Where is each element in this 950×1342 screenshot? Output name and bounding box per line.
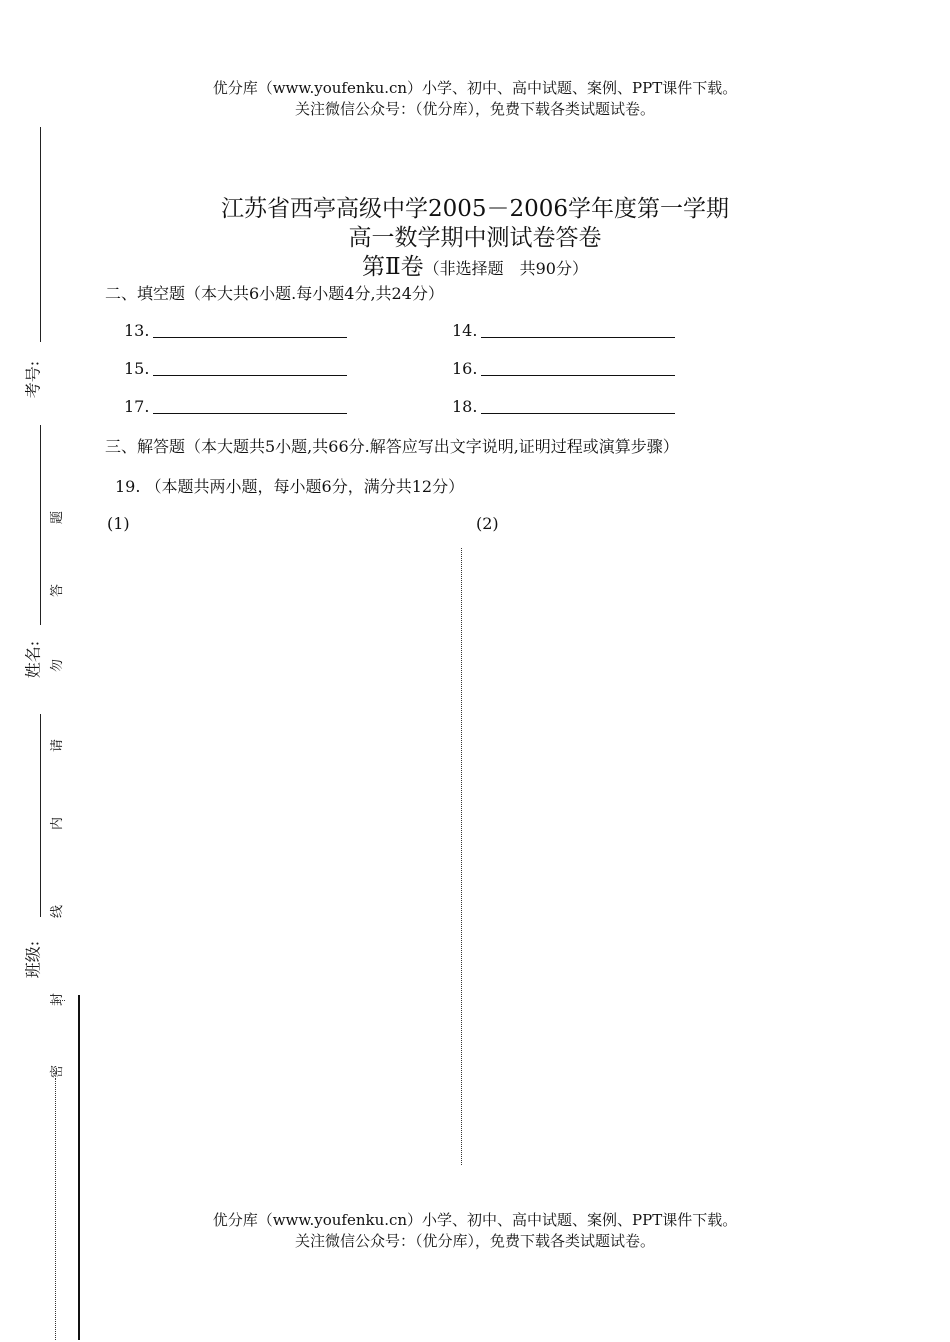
blank-label-15: 15. bbox=[124, 359, 150, 378]
class-line bbox=[40, 714, 41, 917]
seal-char-nei: 内 bbox=[50, 816, 66, 831]
volume-note: （非选择题 共90分） bbox=[423, 259, 588, 278]
header-banner-line1: 优分库（www.youfenku.cn）小学、初中、高中试题、案例、PPT课件下载。 bbox=[212, 79, 738, 97]
volume-title bbox=[0, 248, 950, 281]
seal-char-ti: 题 bbox=[50, 510, 66, 525]
seal-char-qing: 请 bbox=[50, 738, 66, 753]
answer-blank-18[interactable] bbox=[481, 413, 675, 414]
answer-section-heading: 三、解答题（本大题共5小题,共66分.解答应写出文字说明,证明过程或演算步骤） bbox=[105, 437, 679, 456]
volume-label: 第Ⅱ卷 bbox=[361, 254, 424, 280]
blank-label-16: 16. bbox=[452, 359, 478, 378]
part-1-label: (1) bbox=[107, 514, 130, 533]
blank-label-13: 13. bbox=[124, 321, 150, 340]
exam-no-label: 考号: bbox=[23, 360, 43, 399]
answer-blank-15[interactable] bbox=[153, 375, 347, 376]
footer-banner-line1: 优分库（www.youfenku.cn）小学、初中、高中试题、案例、PPT课件下载。 bbox=[212, 1211, 738, 1229]
class-label: 班级: bbox=[23, 940, 43, 979]
part-2-label: (2) bbox=[476, 514, 499, 533]
seal-char-da: 答 bbox=[50, 583, 66, 598]
exam-no-line bbox=[40, 127, 41, 342]
question-19: 19. （本题共两小题，每小题6分，满分共12分） bbox=[115, 477, 465, 496]
seal-char-wu: 勿 bbox=[50, 658, 66, 673]
answer-blank-13[interactable] bbox=[153, 337, 347, 338]
seal-char-mi: 密 bbox=[50, 1064, 66, 1079]
blank-label-18: 18. bbox=[452, 397, 478, 416]
school-title: 江苏省西亭高级中学2005－2006学年度第一学期 bbox=[220, 196, 730, 222]
answer-blank-14[interactable] bbox=[481, 337, 675, 338]
seal-char-feng: 封 bbox=[50, 992, 66, 1007]
column-divider bbox=[461, 548, 462, 1165]
blank-label-17: 17. bbox=[124, 397, 150, 416]
answer-blank-16[interactable] bbox=[481, 375, 675, 376]
seal-dash-top bbox=[55, 1000, 65, 1001]
name-line bbox=[40, 425, 41, 625]
binding-line bbox=[78, 995, 80, 1340]
header-banner-line2: 关注微信公众号：（优分库），免费下载各类试题试卷。 bbox=[294, 100, 655, 118]
answer-blank-17[interactable] bbox=[153, 413, 347, 414]
blank-label-14: 14. bbox=[452, 321, 478, 340]
exam-title: 高一数学期中测试卷答卷 bbox=[348, 225, 602, 251]
name-label: 姓名: bbox=[23, 640, 43, 679]
footer-banner-line2: 关注微信公众号：（优分库），免费下载各类试题试卷。 bbox=[294, 1232, 655, 1250]
seal-dotted-line bbox=[55, 1078, 56, 1340]
seal-char-xian: 线 bbox=[50, 904, 66, 919]
fill-section-heading: 二、填空题（本大共6小题.每小题4分,共24分） bbox=[105, 284, 444, 303]
